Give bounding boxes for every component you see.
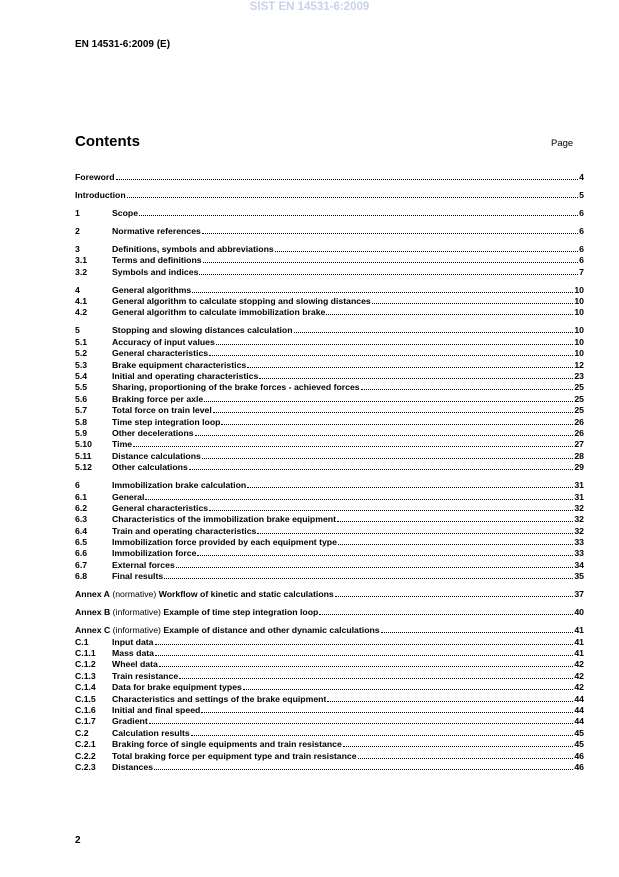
toc-entry-number: 4.2 xyxy=(75,307,88,318)
toc-entry-title: Characteristics and settings of the brake equipment xyxy=(112,693,327,704)
toc-entry-page: 7 xyxy=(579,266,584,277)
toc-entry-page: 40 xyxy=(574,607,584,618)
toc-entry-number: 6.8 xyxy=(75,571,88,582)
toc-entry[interactable] xyxy=(75,548,584,559)
toc-entry-title: Terms and definitions xyxy=(112,255,202,266)
toc-entry-title: General xyxy=(112,491,145,502)
toc-entry-page: 29 xyxy=(574,462,584,473)
toc-entry-title: Distance calculations xyxy=(112,450,201,461)
toc-entry-title: General algorithms xyxy=(112,284,192,295)
toc-entry-page: 27 xyxy=(574,439,584,450)
leader-dots xyxy=(338,544,573,545)
toc-entry-page: 6 xyxy=(579,255,584,266)
toc-entry-page: 26 xyxy=(574,427,584,438)
toc-entry-title: Characteristics of the immobilization brake equipment xyxy=(112,514,336,525)
toc-entry[interactable] xyxy=(75,751,584,762)
toc-entry-page: 34 xyxy=(574,559,584,570)
toc-entry[interactable] xyxy=(75,226,584,237)
toc-entry-title: Immobilization force provided by each equipment type xyxy=(112,537,337,548)
toc-entry-number: 5.4 xyxy=(75,371,88,382)
toc-entry-title: Final results xyxy=(112,571,164,582)
toc-entry[interactable] xyxy=(75,739,584,750)
toc-entry[interactable] xyxy=(75,637,584,648)
leader-dots xyxy=(372,303,574,304)
toc-entry[interactable] xyxy=(75,728,584,739)
toc-entry[interactable] xyxy=(75,325,584,336)
leader-dots xyxy=(358,758,574,759)
toc-entry-page: 25 xyxy=(574,393,584,404)
toc-entry[interactable] xyxy=(75,514,584,525)
toc-entry-number: 6 xyxy=(75,480,80,491)
toc-entry-number: 6.1 xyxy=(75,491,88,502)
toc-entry-title: External forces xyxy=(112,559,175,570)
toc-entry-title: Other decelerations xyxy=(112,427,194,438)
leader-dots xyxy=(209,510,573,511)
toc-entry-title: Braking force per axle xyxy=(112,393,204,404)
annex-type: (normative) xyxy=(109,589,159,600)
toc-entry-page: 45 xyxy=(574,727,584,738)
toc-entry[interactable] xyxy=(75,417,584,428)
leader-dots xyxy=(127,197,578,198)
toc-entry-number: 5.12 xyxy=(75,462,92,473)
toc-entry-page: 46 xyxy=(574,761,584,772)
annex-label: Annex B xyxy=(75,607,111,618)
toc-entry-page: 25 xyxy=(574,405,584,416)
leader-dots xyxy=(216,344,573,345)
leader-dots xyxy=(202,458,573,459)
toc-entry-number: C.2 xyxy=(75,727,89,738)
toc-entry-title: Sharing, proportioning of the brake forces - achieved forces xyxy=(112,382,360,393)
toc-entry[interactable] xyxy=(75,537,584,548)
toc-entry-title: Brake equipment characteristics xyxy=(112,359,247,370)
toc-entry-number: 6.7 xyxy=(75,559,88,570)
toc-entry-page: 31 xyxy=(574,480,584,491)
toc-entry-number: 5.9 xyxy=(75,427,88,438)
toc-entry-page: 32 xyxy=(574,525,584,536)
toc-entry-number: C.2.1 xyxy=(75,739,96,750)
toc-entry[interactable] xyxy=(75,296,584,307)
toc-entry-number: 4.1 xyxy=(75,296,88,307)
toc-entry-title: Mass data xyxy=(112,648,155,658)
toc-entry[interactable] xyxy=(75,560,584,571)
toc-entry-number: 4 xyxy=(75,284,80,295)
toc-entry-number: 5.1 xyxy=(75,336,88,347)
leader-dots xyxy=(154,769,573,770)
toc-entry-title: Total braking force per equipment type and train resistance xyxy=(112,750,357,761)
toc-entry-introduction[interactable] xyxy=(75,190,584,201)
leader-dots xyxy=(149,723,574,724)
toc-entry-title: Normative references xyxy=(112,225,201,236)
toc-entry-page: 10 xyxy=(574,336,584,347)
leader-dots xyxy=(199,274,578,275)
leader-dots xyxy=(155,644,574,645)
toc-entry-page: 23 xyxy=(574,371,584,382)
toc-entry[interactable] xyxy=(75,705,584,716)
leader-dots xyxy=(164,578,573,579)
leader-dots xyxy=(201,712,573,713)
toc-entry-page: 6 xyxy=(579,225,584,236)
toc-entry-number: 6.2 xyxy=(75,502,88,513)
toc-entry-page: 10 xyxy=(574,325,584,336)
toc-entry-page: 41 xyxy=(574,625,584,636)
toc-entry-title: General algorithm to calculate immobilization brake xyxy=(112,307,326,318)
toc-entry-title xyxy=(75,625,380,636)
contents-title: Contents xyxy=(75,133,140,150)
toc-entry-title: Wheel data xyxy=(112,659,158,670)
toc-entry-page: 44 xyxy=(574,693,584,704)
leader-dots xyxy=(202,233,578,234)
toc-entry-title: Symbols and indices xyxy=(112,266,199,277)
toc-entry-page: 10 xyxy=(574,296,584,307)
toc-entry-number: 6.6 xyxy=(75,548,88,559)
toc-entry-number: C.1.6 xyxy=(75,704,96,715)
leader-dots xyxy=(257,533,573,534)
toc-entry[interactable] xyxy=(75,682,584,693)
annex-title: Workflow of kinetic and static calculations xyxy=(158,589,334,600)
leader-dots xyxy=(197,555,573,556)
toc-entry-number: 6.4 xyxy=(75,525,88,536)
leader-dots xyxy=(139,215,578,216)
toc-entry-title: Calculation results xyxy=(112,727,190,738)
leader-dots xyxy=(159,666,573,667)
leader-dots xyxy=(213,412,574,413)
leader-dots xyxy=(294,332,574,333)
leader-dots xyxy=(319,614,573,615)
toc-entry-page: 6 xyxy=(579,243,584,254)
toc-entry-title: Time xyxy=(112,439,133,450)
toc-entry-number: 3.1 xyxy=(75,255,88,266)
toc-entry[interactable] xyxy=(75,762,584,773)
toc-entry-number: 5.2 xyxy=(75,348,88,359)
leader-dots xyxy=(145,499,573,500)
page-number: 2 xyxy=(75,835,81,846)
toc-entry-number: 5.8 xyxy=(75,416,88,427)
leader-dots xyxy=(243,689,573,690)
toc-entry-title: Time step integration loop xyxy=(112,416,221,427)
watermark: SIST EN 14531-6:2009 xyxy=(249,1,370,13)
leader-dots xyxy=(179,678,573,679)
annex-title: Example of time step integration loop xyxy=(163,607,319,618)
toc-entry[interactable] xyxy=(75,405,584,416)
leader-dots xyxy=(326,314,573,315)
toc-entry-annex-c[interactable] xyxy=(75,625,584,636)
leader-dots xyxy=(247,487,573,488)
leader-dots xyxy=(116,179,579,180)
toc-entry[interactable] xyxy=(75,716,584,727)
toc-entry-title: Initial and final speed xyxy=(112,704,201,715)
page-column-label: Page xyxy=(551,138,574,149)
toc-entry-page: 42 xyxy=(574,659,584,670)
toc-entry-title: Total force on train level xyxy=(112,405,212,416)
toc-entry-title: General algorithm to calculate stopping and slowing distances xyxy=(112,296,371,307)
toc-entry-title: Accuracy of input values xyxy=(112,336,215,347)
toc-entry-page: 10 xyxy=(574,284,584,295)
toc-entry-number: 3 xyxy=(75,243,80,254)
toc-entry-page: 33 xyxy=(574,537,584,548)
toc-entry-page: 4 xyxy=(579,172,584,182)
toc-entry[interactable] xyxy=(75,648,584,659)
leader-dots xyxy=(189,469,574,470)
toc-entry[interactable] xyxy=(75,307,584,318)
toc-entry-number: 1 xyxy=(75,207,80,218)
toc-entry-number: C.1.3 xyxy=(75,670,96,681)
annex-label: Annex A xyxy=(75,589,110,600)
toc-entry-number: 5.3 xyxy=(75,359,88,370)
toc-entry-number: 5 xyxy=(75,325,80,336)
toc-entry-page: 42 xyxy=(574,682,584,693)
toc-entry-foreword[interactable] xyxy=(75,172,584,183)
toc-entry[interactable] xyxy=(75,526,584,537)
toc-entry-page: 10 xyxy=(574,307,584,318)
toc-entry-number: 5.7 xyxy=(75,405,88,416)
toc-entry-page: 41 xyxy=(574,636,584,647)
toc-entry-title: Other calculations xyxy=(112,462,188,473)
toc-entry-number: C.1.7 xyxy=(75,716,96,727)
toc-entry[interactable] xyxy=(75,439,584,450)
toc-entry-title: Input data xyxy=(112,636,154,647)
toc-entry-title: Immobilization brake calculation xyxy=(112,480,247,491)
toc-entry-title: Data for brake equipment types xyxy=(112,682,242,693)
toc-entry[interactable] xyxy=(75,428,584,439)
leader-dots xyxy=(337,521,573,522)
toc-entry-page: 42 xyxy=(574,670,584,681)
toc-entry[interactable] xyxy=(75,255,584,266)
leader-dots xyxy=(343,746,574,747)
toc-entry[interactable] xyxy=(75,671,584,682)
toc-entry-page: 45 xyxy=(574,739,584,750)
toc-entry-number: C.2.2 xyxy=(75,750,96,761)
toc-entry-title: General characteristics xyxy=(112,502,209,513)
toc-entry-title: Stopping and slowing distances calculation xyxy=(112,325,293,336)
toc-entry-page: 37 xyxy=(574,589,584,600)
toc-entry-title: Scope xyxy=(112,207,139,218)
toc-entry-page: 46 xyxy=(574,750,584,761)
leader-dots xyxy=(133,446,573,447)
leader-dots xyxy=(195,435,574,436)
toc-entry-page: 31 xyxy=(574,491,584,502)
toc-entry[interactable] xyxy=(75,503,584,514)
toc-entry[interactable] xyxy=(75,394,584,405)
toc-entry-title: General characteristics xyxy=(112,348,209,359)
toc-entry-annex-a[interactable] xyxy=(75,589,584,600)
leader-dots xyxy=(275,251,578,252)
toc-entry[interactable] xyxy=(75,694,584,705)
toc-entry-page: 35 xyxy=(574,571,584,582)
toc-entry[interactable] xyxy=(75,244,584,255)
toc-entry-title: Train resistance xyxy=(112,670,179,681)
annex-type: (informative) xyxy=(110,625,164,636)
toc-entry-page: 28 xyxy=(574,450,584,461)
toc-entry[interactable] xyxy=(75,285,584,296)
leader-dots xyxy=(209,355,573,356)
toc-entry[interactable] xyxy=(75,480,584,491)
leader-dots xyxy=(381,632,574,633)
toc-entry-page: 32 xyxy=(574,514,584,525)
toc-entry-page: 33 xyxy=(574,548,584,559)
toc-entry-number: 6.3 xyxy=(75,514,88,525)
leader-dots xyxy=(192,292,573,293)
toc-entry-page: 12 xyxy=(574,359,584,370)
toc-entry-number: 5.5 xyxy=(75,382,88,393)
toc-entry-page: 25 xyxy=(574,382,584,393)
leader-dots xyxy=(327,701,573,702)
leader-dots xyxy=(361,389,574,390)
toc-entry-title xyxy=(75,589,334,600)
leader-dots xyxy=(204,401,573,402)
toc-entry-number: C.1.4 xyxy=(75,682,96,693)
toc-entry-number: 3.2 xyxy=(75,266,88,277)
toc-entry-number: 5.6 xyxy=(75,393,88,404)
leader-dots xyxy=(335,596,574,597)
annex-title: Example of distance and other dynamic calculations xyxy=(163,625,380,636)
toc-entry[interactable] xyxy=(75,348,584,359)
toc-entry[interactable] xyxy=(75,208,584,219)
document-code: EN 14531-6:2009 (E) xyxy=(75,39,171,50)
toc-entry-number: C.2.3 xyxy=(75,761,96,772)
toc-entry-title: Foreword xyxy=(75,172,115,182)
toc-entry-page: 44 xyxy=(574,704,584,715)
toc-entry[interactable] xyxy=(75,492,584,503)
leader-dots xyxy=(203,262,579,263)
toc-entry-page: 26 xyxy=(574,416,584,427)
toc-entry-page: 5 xyxy=(579,189,584,200)
toc-entry-page: 41 xyxy=(574,648,584,658)
annex-type: (informative) xyxy=(110,607,164,618)
toc-entry-page: 10 xyxy=(574,348,584,359)
toc-entry[interactable] xyxy=(75,659,584,670)
toc-entry-title: Definitions, symbols and abbreviations xyxy=(112,243,274,254)
toc-entry[interactable] xyxy=(75,451,584,462)
toc-entry-title: Train and operating characteristics xyxy=(112,525,257,536)
toc-entry-title: Introduction xyxy=(75,189,126,200)
leader-dots xyxy=(176,567,574,568)
toc-entry-number: 5.11 xyxy=(75,450,92,461)
leader-dots xyxy=(247,367,573,368)
toc-entry-page: 32 xyxy=(574,502,584,513)
toc-entry-number: C.1.1 xyxy=(75,648,96,658)
toc-entry[interactable] xyxy=(75,267,584,278)
toc-entry-annex-b[interactable] xyxy=(75,607,584,618)
toc-entry-number: C.1.5 xyxy=(75,693,96,704)
toc-entry-title: Gradient xyxy=(112,716,148,727)
toc-entry[interactable] xyxy=(75,571,584,582)
toc-entry-title xyxy=(75,607,318,618)
toc-entry-number: C.1.2 xyxy=(75,659,96,670)
leader-dots xyxy=(191,735,574,736)
toc-entry-title: Distances xyxy=(112,761,154,772)
toc-entry[interactable] xyxy=(75,462,584,473)
toc-entry-number: 6.5 xyxy=(75,537,88,548)
toc-entry-number: 2 xyxy=(75,225,80,236)
table-of-contents xyxy=(75,172,584,773)
toc-entry[interactable] xyxy=(75,360,584,371)
toc-entry[interactable] xyxy=(75,337,584,348)
toc-entry-number: C.1 xyxy=(75,636,89,647)
leader-dots xyxy=(155,655,573,656)
leader-dots xyxy=(221,424,573,425)
toc-entry-page: 6 xyxy=(579,207,584,218)
annex-label: Annex C xyxy=(75,625,111,636)
toc-entry[interactable] xyxy=(75,382,584,393)
toc-entry-number: 5.10 xyxy=(75,439,92,450)
toc-entry-page: 44 xyxy=(574,716,584,727)
toc-entry[interactable] xyxy=(75,371,584,382)
toc-entry-title: Braking force of single equipments and train resistance xyxy=(112,739,342,750)
toc-entry-title: Initial and operating characteristics xyxy=(112,371,259,382)
toc-entry-title: Immobilization force xyxy=(112,548,197,559)
leader-dots xyxy=(259,378,573,379)
